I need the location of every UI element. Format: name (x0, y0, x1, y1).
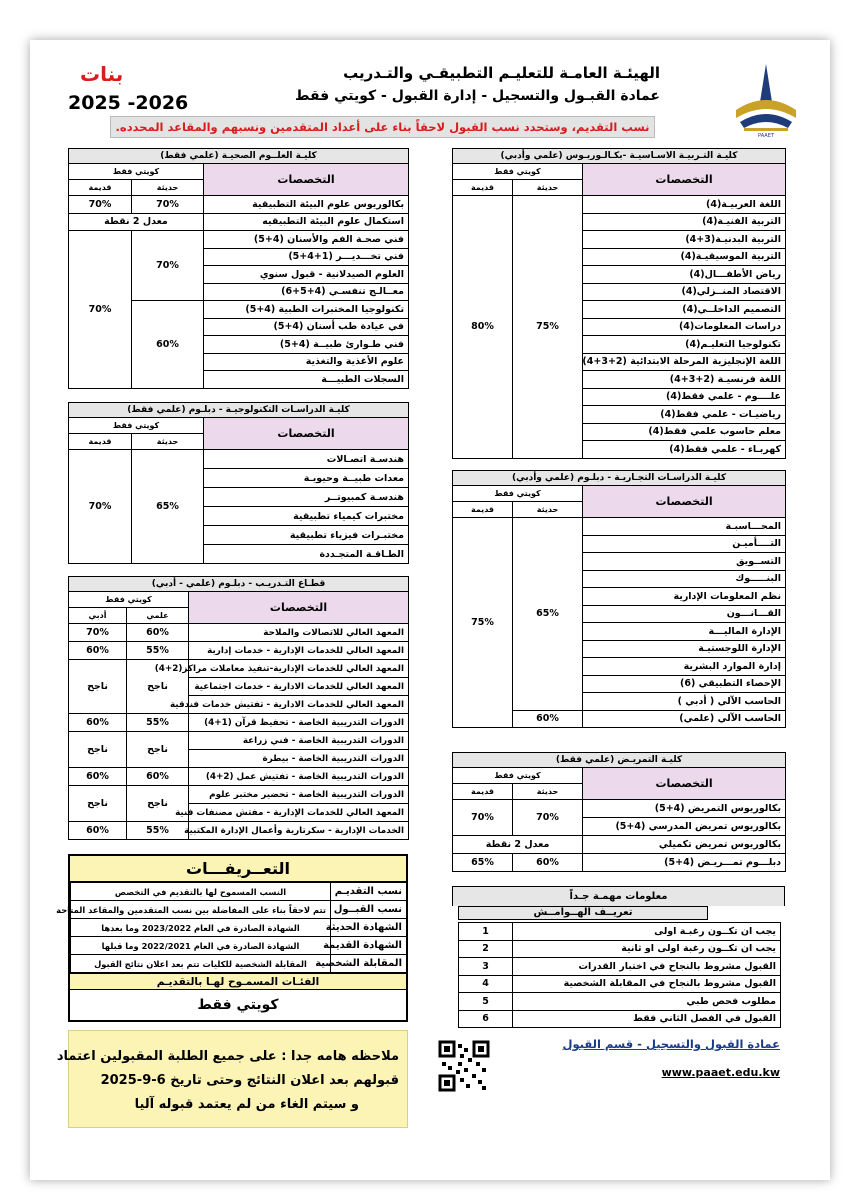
institute-name: المعهد العالي للخدمات الادارية - تفتيش خدمات فندقية (189, 696, 409, 714)
table-commercial-studies (452, 470, 786, 728)
important-note (56, 1030, 408, 1128)
footnote-text: يجب ان تكــون رغبـة اولى (513, 923, 781, 941)
new-cert-label: حديثة (513, 180, 583, 196)
footer-department: عمادة القبول والتسجيل - قسم القبول (562, 1037, 780, 1051)
specialization-name: المحـــاسبـة (583, 518, 786, 536)
institute-name: الدورات التدريبية الخاصة - تحفيظ قرآن (1+4) (189, 714, 409, 732)
table-row (69, 213, 409, 231)
kuwaiti-label: كويتي فقط (69, 592, 189, 608)
kuwaiti-label: كويتي فقط (453, 768, 583, 784)
specialization-name: معلم حاسوب علمي فقط(4) (583, 423, 786, 441)
table-row (69, 642, 409, 660)
new-cert-rate: 60% (513, 854, 583, 872)
table-row (69, 786, 409, 804)
footnote-row (459, 975, 781, 993)
specialization-name: علــــوم - علمي فقط(4) (583, 388, 786, 406)
specialization-name: في عيادة طب أسنان (4+5) (204, 318, 409, 336)
literary-rate: 60% (69, 822, 127, 840)
new-cert-rate: 60% (132, 301, 204, 389)
definition-text: الشهادة الصادرة في العام 2023/2022 وما بعدها (71, 919, 331, 937)
table-title: كليـة الدراسـات التجـاريـة - دبلـوم (علمي وأدبي) (453, 471, 786, 486)
institute-name: المعهد العالي للخدمات الإدارية-تنفيذ معاملات مراكز(2+4) (189, 660, 409, 678)
new-cert-rate: 60% (513, 710, 583, 728)
table-row (453, 854, 786, 872)
institute-name: المعهد العالي للخدمات الادارية - خدمات اجتماعية (189, 678, 409, 696)
new-cert-label: حديثة (132, 180, 204, 196)
kuwaiti-label: كويتي فقط (69, 164, 204, 180)
important-info-title: معلومات مهمـة جـداً (452, 886, 785, 906)
specialization-name: التربية البدنيـة(3+4) (583, 231, 786, 249)
table-title: كليـة التـربيـة الاسـاسيـة -بكـالـوريـوس (علمي وأدبي) (453, 149, 786, 164)
definition-term: نسب القبــول (331, 901, 407, 919)
old-cert-rate: 70% (69, 231, 132, 389)
specialization-name: بكالوريوس علوم البيئة التطبيقية (204, 196, 409, 214)
definition-row (71, 901, 407, 919)
notice-banner: نسب التقديم، وستحدد نسب القبول لاحقاً بناء على أعداد المتقدمين ونسبهم والمقاعد المحدده. (110, 116, 655, 138)
science-label: علمي (127, 608, 189, 624)
definition-text: النسب المسموح لها بالتقديم في التخصص (71, 883, 331, 901)
footnote-row (459, 958, 781, 976)
table-row (69, 714, 409, 732)
website-link[interactable]: www.paaet.edu.kw (661, 1066, 780, 1079)
science-rate: 55% (127, 822, 189, 840)
science-rate: ناجح (127, 732, 189, 768)
definition-term: المقابلة الشخصية (331, 955, 407, 973)
specialization-name: رياض الأطفـــال(4) (583, 266, 786, 284)
science-rate: ناجح (127, 786, 189, 822)
old-cert-rate: 70% (453, 800, 513, 836)
literary-rate: 60% (69, 642, 127, 660)
footnote-row (459, 940, 781, 958)
girls-tag: بنات (80, 62, 124, 86)
org-title: الهيئـة العامـة للتعليـم التطبيقـي والتـدريب (343, 64, 660, 82)
science-rate: 60% (127, 624, 189, 642)
table-row (69, 231, 409, 249)
institute-name: الدورات التدريبية الخاصة - تفتيش عمل (2+4) (189, 768, 409, 786)
note-line-1: ملاحظه هامه جدا : على جميع الطلبة المقبولين اعتماد (56, 1049, 399, 1064)
specialization-name: الحاسب الآلي ( أدبي ) (583, 693, 786, 711)
specialization-name: الإدارة الماليـــة (583, 623, 786, 641)
footnote-text: يجب ان تكــون رغبة اولى او ثانية (513, 940, 781, 958)
literary-rate: ناجح (69, 786, 127, 822)
definition-text: المقابلة الشخصية للكليات تتم بعد اعلان نتائج القبول (71, 955, 331, 973)
institute-name: المعهد العالي للخدمات الإدارية - خدمات إدارية (189, 642, 409, 660)
science-rate: 55% (127, 714, 189, 732)
definitions-box (56, 854, 408, 1022)
table-row (69, 660, 409, 678)
footnote-text: القبول في الفصل الثاني فقط (513, 1010, 781, 1028)
table-title: كليـة العلــوم الصحيـة (علمي فقط) (69, 149, 409, 164)
institute-name: الدورات التدريبية الخاصة - فني زراعة (189, 732, 409, 750)
table-row (453, 836, 786, 854)
old-cert-rate: 75% (453, 518, 513, 728)
footnote-number: 1 (459, 923, 513, 941)
new-cert-label: حديثة (513, 502, 583, 518)
table-row (69, 732, 409, 750)
specialization-name: تكنولوجيا التعليـم(4) (583, 336, 786, 354)
note-line-2: قبولهم بعد اعلان النتائج وحتى تاريخ 6-9-2025 (100, 1073, 399, 1088)
specialization-name: هندسـة اتصـالات (204, 450, 409, 469)
old-cert-label: قديمة (453, 180, 513, 196)
new-cert-rate: 70% (132, 231, 204, 301)
definitions-title: التعــريفـــات (70, 856, 406, 882)
footnote-number: 3 (459, 958, 513, 976)
table-row (69, 624, 409, 642)
literary-rate: ناجح (69, 660, 127, 714)
old-cert-label: قديمة (453, 502, 513, 518)
paaet-logo-icon (730, 62, 802, 142)
specialization-name: الإحصاء التطبيقي (6) (583, 675, 786, 693)
kuwaiti-label: كويتي فقط (453, 164, 583, 180)
specialization-name: الإدارة اللوجستيـة (583, 640, 786, 658)
allowed-categories-title: الفئـات المسمـوح لهـا بالتقديـم (70, 973, 406, 990)
dept-title: عمادة القبـول والتسجيل - إدارة القبول - كويتي فقط (294, 88, 660, 104)
specialization-name: السجلات الطبيـــة (204, 371, 409, 389)
specialization-name: دبلـــوم تمـــريـض (4+5) (583, 854, 786, 872)
specialization-name: التربية الفنيـة(4) (583, 213, 786, 231)
science-rate: ناجح (127, 660, 189, 714)
table-title: كليـة التمريـض (علمي فقط) (453, 753, 786, 768)
note-line-3: و سيتم الغاء من لم يعتمد قبوله آليا (134, 1097, 359, 1112)
new-cert-rate: 65% (132, 450, 204, 564)
specialization-name: القـــانـــون (583, 605, 786, 623)
literary-label: أدبي (69, 608, 127, 624)
academic-year: 2025 -2026 (68, 92, 189, 114)
specialization-name: الاقتصاد المنــزلي(4) (583, 283, 786, 301)
footnote-number: 2 (459, 940, 513, 958)
specialization-name: نظم المعلومات الإدارية (583, 588, 786, 606)
old-cert-label: قديمة (453, 784, 513, 800)
institute-name: الدورات التدريبية الخاصة - تحضير مختبر علوم (189, 786, 409, 804)
specialization-name: استكمال علوم البيئة التطبيقيه (204, 213, 409, 231)
margins-subtitle: تعريــف الهــوامــش (458, 906, 708, 920)
specialization-name: التربية الموسيقيـة(4) (583, 248, 786, 266)
specs-header: التخصصات (204, 418, 409, 450)
new-cert-label: حديثة (132, 434, 204, 450)
gpa-requirement: معدل 2 نقطة (69, 213, 204, 231)
institute-name: الدورات التدريبية الخاصة - بيطرة (189, 750, 409, 768)
specs-header: التخصصات (583, 768, 786, 800)
definition-term: الشهادة القديمة (331, 937, 407, 955)
gpa-requirement: معدل 2 نقطة (453, 836, 583, 854)
science-rate: 55% (127, 642, 189, 660)
specialization-name: مختبرات كيمياء تطبيقية (204, 507, 409, 526)
definition-term: الشهادة الحديثة (331, 919, 407, 937)
table-health-sciences (68, 148, 409, 389)
specialization-name: تكنولوجيا المختبرات الطبية (4+5) (204, 301, 409, 319)
specialization-name: التســويق (583, 553, 786, 571)
footnote-number: 6 (459, 1010, 513, 1028)
specs-header: التخصصات (583, 164, 786, 196)
science-rate: 60% (127, 768, 189, 786)
table-technological-studies (68, 402, 409, 564)
footnote-row (459, 993, 781, 1011)
definition-text: الشهادة الصادرة في العام 2022/2021 وما قبلها (71, 937, 331, 955)
specialization-name: إدارة الموارد البشرية (583, 658, 786, 676)
kuwaiti-label: كويتي فقط (453, 486, 583, 502)
literary-rate: 70% (69, 624, 127, 642)
institute-name: المعهد العالي للخدمات الإدارية - مفتش مصنفات فنية (189, 804, 409, 822)
literary-rate: 60% (69, 768, 127, 786)
old-cert-label: قديمة (69, 180, 132, 196)
table-nursing (452, 752, 786, 872)
literary-rate: ناجح (69, 732, 127, 768)
footnote-text: مطلوب فحص طبي (513, 993, 781, 1011)
old-cert-label: قديمة (69, 434, 132, 450)
footnote-row (459, 1010, 781, 1028)
old-cert-rate: 70% (69, 450, 132, 564)
specialization-name: التصميم الداخلــي(4) (583, 301, 786, 319)
table-row (453, 196, 786, 214)
specialization-name: اللغة الإنجليزية المرحلة الابتدائية (2+3+4) (583, 353, 786, 371)
table-title: كليـة الدراسـات التكنولوجيـة - دبلـوم (علمي فقط) (69, 403, 409, 418)
footnote-number: 5 (459, 993, 513, 1011)
definition-row (71, 919, 407, 937)
table-row (453, 800, 786, 818)
definition-row (71, 937, 407, 955)
table-basic-education (452, 148, 786, 459)
specs-header: التخصصات (204, 164, 409, 196)
document-page (30, 40, 830, 1180)
specialization-name: مختبـرات فيزياء تطبيقية (204, 526, 409, 545)
old-cert-rate: 80% (453, 196, 513, 459)
table-row (69, 768, 409, 786)
footnote-text: القبول مشروط بالنجاح في اختبار القدرات (513, 958, 781, 976)
institute-name: الخدمات الإدارية - سكرتارية وأعمال الإدارة المكتبية (189, 822, 409, 840)
specialization-name: العلوم الصيدلانية - قبول سنوي (204, 266, 409, 284)
definition-row (71, 883, 407, 901)
table-row (69, 822, 409, 840)
specialization-name: هندسـة كمبيوتــر (204, 488, 409, 507)
specialization-name: اللغة العربيـة(4) (583, 196, 786, 214)
specialization-name: معــالـج تنفسـي (4+5+6) (204, 283, 409, 301)
specialization-name: معدات طبيــة وحيويـة (204, 469, 409, 488)
footnote-row (459, 923, 781, 941)
old-cert-rate: 70% (69, 196, 132, 214)
specialization-name: علوم الأغذية والتغذية (204, 353, 409, 371)
specialization-name: فني صحـة الفم والأسنان (4+5) (204, 231, 409, 249)
specialization-name: كهربـاء - علمي فقط(4) (583, 441, 786, 459)
institute-name: المعهد العالي للاتصالات والملاحة (189, 624, 409, 642)
table-training-sector (68, 576, 409, 840)
qr-code-icon (438, 1040, 490, 1092)
specialization-name: فني تخـــديـــر (1+4+5) (204, 248, 409, 266)
specialization-name: بكالوريوس تمريض تكميلي (583, 836, 786, 854)
footnote-text: القبول مشروط بالنجاح في المقابلة الشخصية (513, 975, 781, 993)
table-row (453, 518, 786, 536)
new-cert-rate: 65% (513, 518, 583, 711)
specialization-name: اللغة فرنسيـة (2+3+4) (583, 371, 786, 389)
new-cert-label: حديثة (513, 784, 583, 800)
specs-header: التخصصات (583, 486, 786, 518)
svg-text:PAAET: PAAET (758, 133, 774, 139)
specialization-name: التــــأميـن (583, 535, 786, 553)
specs-header: التخصصات (189, 592, 409, 624)
definitions-table (56, 882, 407, 973)
definition-term: نسب التقديـم (331, 883, 407, 901)
specialization-name: الطـاقـة المتجـددة (204, 545, 409, 564)
specialization-name: بكالوريوس التمريض (4+5) (583, 800, 786, 818)
kuwaiti-label: كويتي فقط (69, 418, 204, 434)
table-title: قطـاع التـدريـب - دبلـوم (علمي - أدبي) (69, 577, 409, 592)
specialization-name: بكالوريوس تمريض المدرسي (4+5) (583, 818, 786, 836)
specialization-name: البنـــــوك (583, 570, 786, 588)
specialization-name: فني طـوارئ طبيــة (4+5) (204, 336, 409, 354)
specialization-name: الحاسب الآلي (علمي) (583, 710, 786, 728)
specialization-name: رياضيـات - علمي فقط(4) (583, 406, 786, 424)
allowed-categories-value: كويتي فقط (197, 997, 279, 1013)
specialization-name: دراسات المعلومات(4) (583, 318, 786, 336)
new-cert-rate: 70% (132, 196, 204, 214)
table-row (69, 196, 409, 214)
new-cert-rate: 75% (513, 196, 583, 459)
new-cert-rate: 70% (513, 800, 583, 836)
table-row (69, 450, 409, 469)
footnote-number: 4 (459, 975, 513, 993)
definition-row (71, 955, 407, 973)
old-cert-rate: 65% (453, 854, 513, 872)
footnotes-table (458, 922, 781, 1028)
literary-rate: 60% (69, 714, 127, 732)
definition-text: تتم لاحقاً بناء على المفاضلة بين نسب المتقدمين والمقاعد المتاحة (71, 901, 331, 919)
